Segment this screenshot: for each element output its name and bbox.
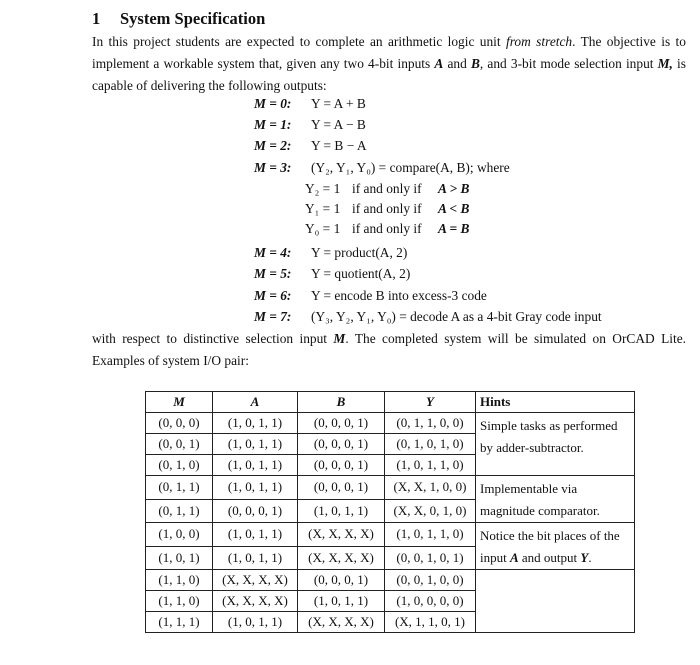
cell-b: (0, 0, 0, 1)	[298, 570, 385, 591]
hint-comparator	[476, 476, 635, 523]
cell-b: (X, X, X, X)	[298, 523, 385, 547]
cell-m: (1, 1, 0)	[146, 591, 213, 612]
section-heading	[92, 9, 265, 29]
var-b: B	[470, 56, 480, 71]
mode-label: M = 3:	[254, 160, 292, 175]
var-m: M	[333, 331, 346, 346]
header-a: A	[213, 392, 298, 413]
cell-a: (X, X, X, X)	[213, 591, 298, 612]
table-row	[146, 476, 635, 500]
hint-text: by adder-subtractor.	[480, 440, 584, 455]
cell-a: (1, 0, 1, 1)	[213, 546, 298, 570]
cell-y: (0, 1, 1, 0, 0)	[385, 413, 476, 434]
cell-a: (1, 0, 1, 1)	[213, 476, 298, 500]
cell-b: (1, 0, 1, 1)	[298, 499, 385, 523]
mode-label: M = 7:	[254, 309, 292, 324]
mode-label: M = 2:	[254, 138, 292, 153]
condition-variable: Y₂ = 1	[305, 181, 341, 196]
condition-relation: A < B	[438, 201, 470, 216]
cell-b: (0, 0, 0, 1)	[298, 434, 385, 455]
var-a: A	[434, 56, 444, 71]
condition-variable: Y₁ = 1	[305, 201, 341, 216]
io-table	[145, 391, 635, 633]
intro-text-2: . The objective is to implement a workable system that, given any two 4-bit inputs	[92, 34, 686, 71]
condition-text: if and only if	[352, 181, 422, 196]
table-row	[146, 523, 635, 547]
hint-var-a: A	[509, 550, 519, 565]
cell-a: (1, 0, 1, 1)	[213, 413, 298, 434]
hint-adder-subtractor	[476, 413, 635, 476]
cell-a: (X, X, X, X)	[213, 570, 298, 591]
intro-text-1: In this project students are expected to complete an arithmetic logic unit	[92, 34, 506, 49]
cell-m: (0, 1, 0)	[146, 455, 213, 476]
header-y: Y	[385, 392, 476, 413]
cell-m: (0, 1, 1)	[146, 499, 213, 523]
condition-relation: A > B	[438, 181, 470, 196]
intro-paragraph	[92, 31, 686, 97]
cell-y: (0, 0, 1, 0, 0)	[385, 570, 476, 591]
hint-text: Notice the bit places of the	[480, 528, 620, 543]
mode-label: M = 1:	[254, 117, 292, 132]
outro-text-2: . The completed system will be simulated on OrCAD Lite. Examples of system I/O pair:	[92, 331, 686, 368]
cell-y: (1, 0, 1, 1, 0)	[385, 523, 476, 547]
mode-label: M = 5:	[254, 266, 292, 281]
header-m: M	[146, 392, 213, 413]
cell-y: (0, 1, 0, 1, 0)	[385, 434, 476, 455]
cell-m: (1, 1, 0)	[146, 570, 213, 591]
hint-fragment: and output	[518, 550, 581, 565]
condition-text: if and only if	[352, 221, 422, 236]
mode-label: M = 4:	[254, 245, 292, 260]
mode-expression: Y = B − A	[311, 138, 367, 153]
compare-condition	[305, 219, 505, 239]
table-row	[146, 413, 635, 434]
cell-b: (X, X, X, X)	[298, 612, 385, 633]
hint-text: Implementable via	[480, 481, 578, 496]
outro-text-1: with respect to distinctive selection input	[92, 331, 334, 346]
compare-condition	[305, 179, 505, 199]
mode-expression: Y = quotient(A, 2)	[311, 266, 411, 281]
hint-text: Simple tasks as performed	[480, 418, 618, 433]
cell-m: (0, 0, 1)	[146, 434, 213, 455]
intro-emphasis: from stretch	[506, 34, 573, 49]
cell-a: (0, 0, 0, 1)	[213, 499, 298, 523]
cell-y: (X, X, 0, 1, 0)	[385, 499, 476, 523]
header-b: B	[298, 392, 385, 413]
cell-m: (1, 0, 1)	[146, 546, 213, 570]
cell-y: (1, 0, 1, 1, 0)	[385, 455, 476, 476]
mode-expression: Y = encode B into excess-3 code	[311, 288, 487, 303]
cell-m: (0, 0, 0)	[146, 413, 213, 434]
condition-variable: Y₀ = 1	[305, 221, 341, 236]
table-header-row	[146, 392, 635, 413]
mode-label: M = 6:	[254, 288, 292, 303]
cell-a: (1, 0, 1, 1)	[213, 434, 298, 455]
cell-b: (0, 0, 0, 1)	[298, 455, 385, 476]
cell-m: (0, 1, 1)	[146, 476, 213, 500]
cell-m: (1, 0, 0)	[146, 523, 213, 547]
cell-a: (1, 0, 1, 1)	[213, 455, 298, 476]
cell-m: (1, 1, 1)	[146, 612, 213, 633]
table-row	[146, 570, 635, 591]
header-hints: Hints	[476, 392, 635, 413]
intro-text-3: and	[443, 56, 471, 71]
hint-empty	[476, 570, 635, 633]
section-title: System Specification	[120, 9, 266, 28]
cell-y: (X, X, 1, 0, 0)	[385, 476, 476, 500]
cell-y: (1, 0, 0, 0, 0)	[385, 591, 476, 612]
intro-text-5: is capable of delivering the following outputs:	[92, 56, 686, 93]
mode-label: M = 0:	[254, 96, 292, 111]
cell-b: (1, 0, 1, 1)	[298, 591, 385, 612]
cell-y: (0, 0, 1, 0, 1)	[385, 546, 476, 570]
cell-a: (1, 0, 1, 1)	[213, 612, 298, 633]
hint-fragment: .	[588, 550, 592, 565]
cell-a: (1, 0, 1, 1)	[213, 523, 298, 547]
hint-fragment: input	[480, 550, 510, 565]
cell-y: (X, 1, 1, 0, 1)	[385, 612, 476, 633]
hint-bit-places	[476, 523, 635, 570]
mode-expression: (Y₂, Y₁, Y₀) = compare(A, B); where	[311, 160, 510, 175]
section-number: 1	[92, 9, 101, 28]
compare-condition	[305, 199, 505, 219]
outro-paragraph	[92, 328, 686, 372]
mode-expression: Y = product(A, 2)	[311, 245, 408, 260]
mode-expression: Y = A − B	[311, 117, 366, 132]
hint-text: magnitude comparator.	[480, 503, 600, 518]
var-m: M,	[657, 56, 673, 71]
hint-var-y: Y	[580, 550, 589, 565]
condition-relation: A = B	[438, 221, 470, 236]
condition-text: if and only if	[352, 201, 422, 216]
mode-expression: Y = A + B	[311, 96, 366, 111]
mode-expression: (Y₃, Y₂, Y₁, Y₀) = decode A as a 4-bit Gray code input	[311, 309, 602, 324]
cell-b: (0, 0, 0, 1)	[298, 413, 385, 434]
cell-b: (0, 0, 0, 1)	[298, 476, 385, 500]
cell-b: (X, X, X, X)	[298, 546, 385, 570]
intro-text-4: , and 3-bit mode selection input	[479, 56, 658, 71]
hint-text	[480, 547, 630, 569]
